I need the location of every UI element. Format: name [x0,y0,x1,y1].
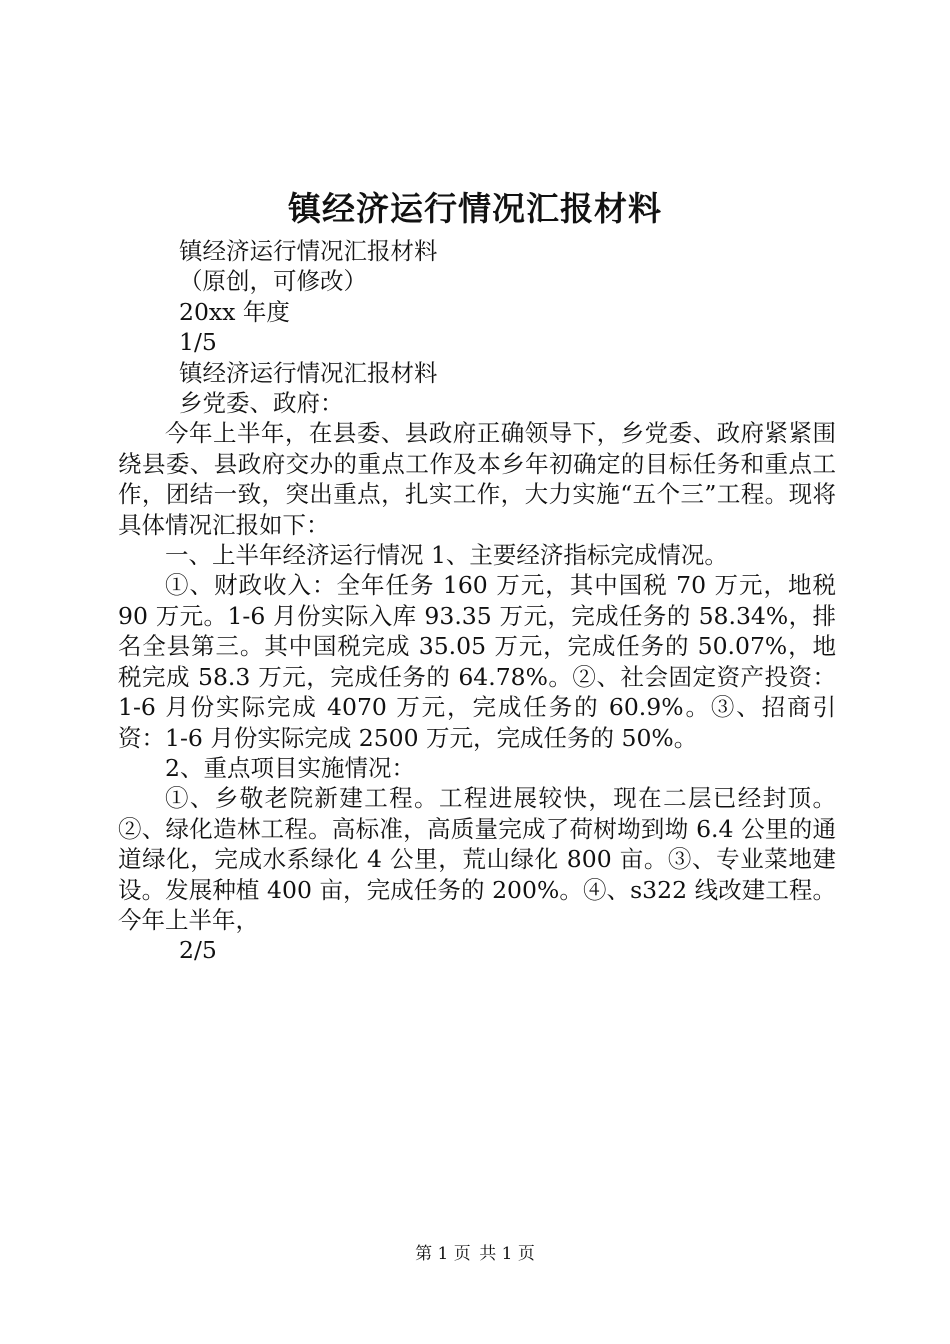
cover-note: （原创，可修改） [179,267,367,296]
salutation: 乡党委、政府： [179,389,344,418]
footer-total-pages: 共 1 页 [479,1244,535,1264]
paragraph-indicators: ①、财政收入：全年任务 160 万元，其中国税 70 万元，地税 90 万元。1-6 月份实际入库 93.35 万元，完成任务的 58.34%，排名全县第三。其中国税完成 35.05 万元，完成任务的 50.07%，地税完成 58.3 万元，完成任务的 64.78%。②、社会固定资产投资：1-6 月份实际完成 4070 万元，完成任务的 60.9%。③、招商引资：1-6 月份实际完成 2500 万元，完成任务的 50%。 [118,571,836,752]
page-footer [0,1240,950,1268]
footer-current-page: 第 1 页 [415,1244,471,1264]
document-title: 镇经济运行情况汇报材料 [288,189,662,228]
body-subtitle: 镇经济运行情况汇报材料 [179,358,438,387]
page-marker: 1/5 [179,328,217,357]
cover-title: 镇经济运行情况汇报材料 [179,237,438,265]
section-heading: 2、重点项目实施情况： [165,753,415,782]
paragraph-intro: 今年上半年，在县委、县政府正确领导下，乡党委、政府紧紧围绕县委、县政府交办的重点工作及本乡年初确定的目标任务和重点工作，团结一致，突出重点，扎实工作，大力实施“五个三”工程。现将具体情况汇报如下： [118,419,836,539]
page-marker: 2/5 [179,936,217,965]
section-heading: 一、上半年经济运行情况 1、主要经济指标完成情况。 [165,541,728,570]
paragraph-projects: ①、乡敬老院新建工程。工程进展较快，现在二层已经封顶。②、绿化造林工程。高标准，高质量完成了荷树坳到坳 6.4 公里的通道绿化，完成水系绿化 4 公里，荒山绿化 800 亩。③、专业菜地建设。发展种植 400 亩，完成任务的 200%。④、s322 线改建工程。今年上半年， [118,784,836,934]
cover-year: 20xx 年度 [179,297,290,326]
document-body [118,236,836,966]
